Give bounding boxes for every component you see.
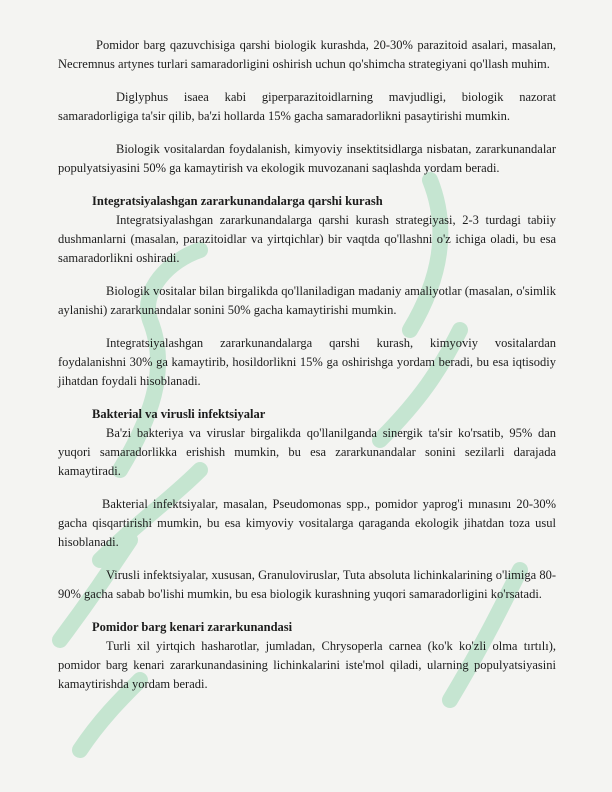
paragraph: Biologik vositalar bilan birgalikda qo'llaniladigan madaniy amaliyotlar (masalan, o'simlik aylanishi) zararkunandalar sonini 50% gacha kamaytirishi mumkin. bbox=[58, 284, 556, 317]
paragraph: Biologik vositalardan foydalanish, kimyoviy insektitsidlarga nisbatan, zararkunandalar populyatsiyasini 50% ga kamaytirish va ekologik muvozanani saqlashda yordam beradi. bbox=[58, 142, 556, 175]
paragraph: Integratsiyalashgan zararkunandalarga qarshi kurash strategiyasi, 2-3 turdagi tabiiy dushmanlarni (masalan, parazitoidlar va yirtqichlar) bir vaqtda qo'llashni o'z ichiga oladi, bu esa samaradorlikni oshiradi. bbox=[58, 213, 556, 265]
paragraph: Pomidor barg qazuvchisiga qarshi biologik kurashda, 20-30% parazitoid asalari, masalan, Necremnus artynes turlari samaradorligini oshirish uchun qo'shimcha strategiyani qo'llash muhim. bbox=[58, 38, 556, 71]
paragraph: Diglyphus isaea kabi giperparazitoidlarning mavjudligi, biologik nazorat samaradorligiga ta'sir qilib, ba'zi hollarda 15% gacha samaradorlikni pasaytirishi mumkin. bbox=[58, 90, 556, 123]
section-heading: Pomidor barg kenari zararkunandasi bbox=[92, 620, 293, 634]
paragraph: Integratsiyalashgan zararkunandalarga qarshi kurash, kimyoviy vositalardan foydalanishni 30% ga kamaytirib, hosildorlikni 15% ga oshirishga yordam beradi, bu esa iqtisodiy jihatdan foydali hisoblanadi. bbox=[58, 336, 556, 388]
paragraph: Turli xil yirtqich hasharotlar, jumladan, Chrysoperla carnea (ko'k ko'zli olma tırtılı), pomidor barg kenari zararkunandasining lichinkalarini iste'mol qiladi, ularning populyatsiyasini kamaytirishda yordam beradi. bbox=[58, 639, 556, 691]
paragraph: Ba'zi bakteriya va viruslar birgalikda qo'llanilganda sinergik ta'sir ko'rsatib, 95% dan yuqori samaradorlikka erishish mumkin, bu esa zararkunandalar sonini sezilarli darajada kamaytiradi. bbox=[58, 426, 556, 478]
section-heading: Bakterial va virusli infektsiyalar bbox=[92, 407, 266, 421]
paragraph: Virusli infektsiyalar, xususan, Granuloviruslar, Tuta absoluta lichinkalarining o'limiga 80-90% gacha sabab bo'lishi mumkin, bu esa biologik kurashning yuqori samaradorligini ko'rsatadi. bbox=[58, 568, 556, 601]
document-body bbox=[58, 36, 556, 694]
paragraph: Bakterial infektsiyalar, masalan, Pseudomonas spp., pomidor yaprog'i mınasını 20-30% gacha qisqartirishi mumkin, bu esa kimyoviy vositalarga qaraganda ekologik jihatdan toza usul hisoblanadi. bbox=[58, 497, 556, 549]
section-heading: Integratsiyalashgan zararkunandalarga qarshi kurash bbox=[92, 194, 383, 208]
